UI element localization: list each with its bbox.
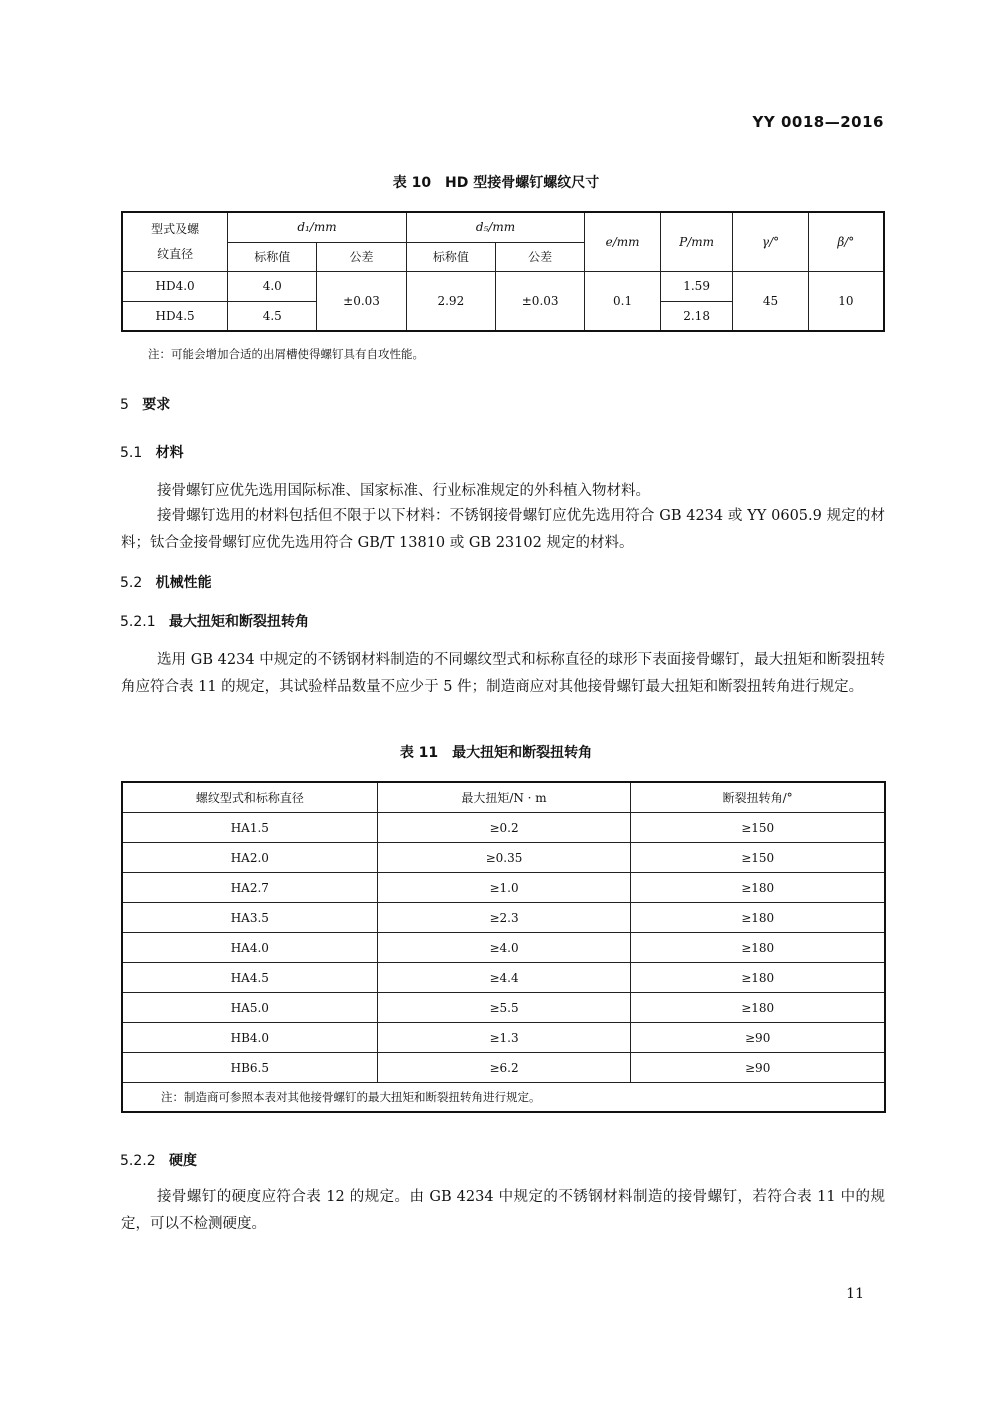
t10-row2-type: HD4.5 xyxy=(122,301,228,331)
table11 xyxy=(121,781,886,1113)
t10-d5-nominal: 2.92 xyxy=(406,271,495,331)
paragraph-materials-1: 接骨螺钉应优先选用国际标准、国家标准、行业标准规定的外科植入物材料。 xyxy=(157,483,650,499)
table11-note: 注：制造商可参照本表对其他接骨螺钉的最大扭矩和断裂扭转角进行规定。 xyxy=(122,1083,885,1113)
t10-row1-d1: 4.0 xyxy=(228,271,317,301)
section-5-2-1-heading: 5.2.1 最大扭矩和断裂扭转角 xyxy=(120,614,309,630)
t10-head-d1: d₁/mm xyxy=(228,212,407,242)
section-5-1-heading: 5.1 材料 xyxy=(120,445,184,461)
paragraph-materials-2: 接骨螺钉选用的材料包括但不限于以下材料：不锈钢接骨螺钉应优先选用符合 GB 4234 或 YY 0605.9 规定的材料；钛合金接骨螺钉应优先选用符合 GB/T 13810 或 GB 23102 规定的材料。 xyxy=(121,508,885,551)
page-number: 11 xyxy=(846,1286,864,1302)
table-row: HA3.5 ≥2.3 ≥180 xyxy=(122,903,885,933)
table10-note: 注：可能会增加合适的出屑槽使得螺钉具有自攻性能。 xyxy=(148,347,424,361)
t10-beta: 10 xyxy=(808,271,884,331)
paragraph-hardness: 接骨螺钉的硬度应符合表 12 的规定。由 GB 4234 中规定的不锈钢材料制造的接骨螺钉，若符合表 11 中的规定，可以不检测硬度。 xyxy=(121,1189,885,1232)
t10-row2-d1: 4.5 xyxy=(228,301,317,331)
table10 xyxy=(121,211,885,332)
table11-caption: 表 11 最大扭矩和断裂扭转角 xyxy=(399,745,593,761)
t10-head-beta: β/° xyxy=(808,212,884,271)
t10-e: 0.1 xyxy=(585,271,661,331)
t10-row1-p: 1.59 xyxy=(660,271,733,301)
t10-head-d5-nominal: 标称值 xyxy=(406,242,495,271)
table-row: HB6.5 ≥6.2 ≥90 xyxy=(122,1053,885,1083)
table-row: HA5.0 ≥5.5 ≥180 xyxy=(122,993,885,1023)
t10-head-d1-nominal: 标称值 xyxy=(228,242,317,271)
t11-head-angle: 断裂扭转角/° xyxy=(631,782,885,813)
table-row: HA4.0 ≥4.0 ≥180 xyxy=(122,933,885,963)
t10-d1-tolerance: ±0.03 xyxy=(317,271,406,331)
t11-head-torque: 最大扭矩/N · m xyxy=(377,782,631,813)
section-5-heading: 5 要求 xyxy=(120,397,171,413)
t10-row1-type: HD4.0 xyxy=(122,271,228,301)
table10-caption: 表 10 HD 型接骨螺钉螺纹尺寸 xyxy=(392,175,600,191)
table-row: HA2.7 ≥1.0 ≥180 xyxy=(122,873,885,903)
document-code: YY 0018—2016 xyxy=(752,113,884,131)
table-row: HB4.0 ≥1.3 ≥90 xyxy=(122,1023,885,1053)
table-row: HA1.5 ≥0.2 ≥150 xyxy=(122,813,885,843)
t10-head-p: P/mm xyxy=(660,212,733,271)
section-5-2-2-heading: 5.2.2 硬度 xyxy=(120,1153,197,1169)
table-row: HA2.0 ≥0.35 ≥150 xyxy=(122,843,885,873)
section-5-2-heading: 5.2 机械性能 xyxy=(120,575,212,591)
t10-head-d1-tolerance: 公差 xyxy=(317,242,406,271)
t10-head-d5-tolerance: 公差 xyxy=(495,242,584,271)
t10-d5-tolerance: ±0.03 xyxy=(495,271,584,331)
t10-head-d5: d₅/mm xyxy=(406,212,585,242)
paragraph-torque: 选用 GB 4234 中规定的不锈钢材料制造的不同螺纹型式和标称直径的球形下表面接骨螺钉，最大扭矩和断裂扭转角应符合表 11 的规定，其试验样品数量不应少于 5 件；制造商应对其他接骨螺钉最大扭矩和断裂扭转角进行规定。 xyxy=(121,652,885,695)
t10-head-gamma: γ/° xyxy=(733,212,808,271)
t10-head-e: e/mm xyxy=(585,212,661,271)
table-row: HA4.5 ≥4.4 ≥180 xyxy=(122,963,885,993)
t10-row2-p: 2.18 xyxy=(660,301,733,331)
t11-head-type: 螺纹型式和标称直径 xyxy=(122,782,377,813)
t10-gamma: 45 xyxy=(733,271,808,331)
t10-head-type: 型式及螺 纹直径 xyxy=(122,212,228,271)
